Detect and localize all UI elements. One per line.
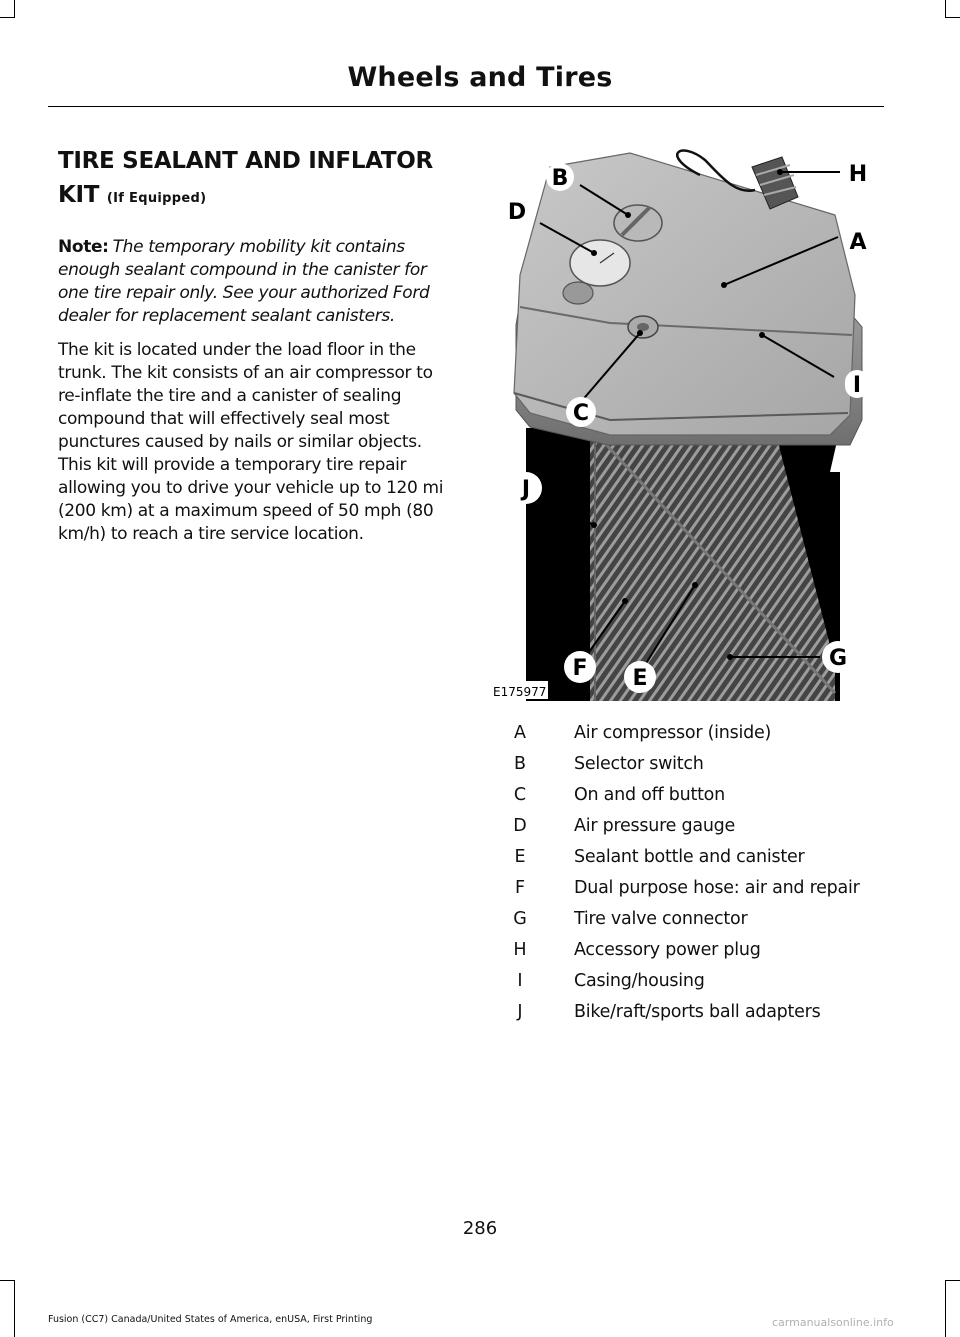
list-item [490, 909, 890, 940]
list-item [490, 723, 890, 754]
crop-mark-br-h [945, 1280, 960, 1281]
left-column [58, 144, 450, 546]
callout-j: J [521, 477, 531, 502]
crop-mark-bl-h [0, 1280, 15, 1281]
part-label: Air compressor (inside) [574, 723, 772, 743]
list-item [490, 785, 890, 816]
section-title [58, 144, 450, 216]
callout-i: I [852, 373, 862, 398]
part-key: F [514, 878, 526, 898]
list-item [490, 816, 890, 847]
footer-text: Fusion (CC7) Canada/United States of America, enUSA, First Printing [48, 1314, 373, 1325]
list-item [490, 1002, 890, 1033]
list-item [490, 847, 890, 878]
tire-kit-drawing [490, 145, 885, 705]
part-label: Sealant bottle and canister [574, 847, 805, 867]
callout-b: B [551, 166, 569, 191]
crop-mark-tl-h [0, 17, 15, 18]
list-item [490, 971, 890, 1002]
callout-d: D [507, 200, 527, 225]
crop-mark-tr-v [945, 0, 946, 18]
page-header-title: Wheels and Tires [347, 62, 613, 93]
parts-legend [490, 723, 890, 1033]
crop-mark-br-v [945, 1280, 946, 1337]
part-label: Casing/housing [574, 971, 705, 991]
part-label: Selector switch [574, 754, 704, 774]
note-text: The temporary mobility kit contains enough sealant compound in the canister for one tire repair only. See your authorized Ford dealer for replacement sealant canisters. [58, 237, 430, 326]
part-key: D [513, 816, 527, 836]
callout-g: G [828, 646, 848, 671]
part-label: Bike/raft/sports ball adapters [574, 1002, 821, 1022]
part-key: I [517, 971, 523, 991]
callout-h: H [848, 162, 868, 187]
part-label: Air pressure gauge [574, 816, 736, 836]
figure-id: E175977 [493, 685, 547, 699]
part-key: G [513, 909, 527, 929]
header-divider [48, 106, 884, 107]
part-key: E [514, 847, 526, 867]
part-key: B [513, 754, 526, 774]
callout-e: E [632, 666, 648, 691]
part-key: J [517, 1002, 523, 1022]
note-paragraph [58, 236, 450, 328]
watermark: carmanualsonline.info [772, 1316, 894, 1329]
section-title-tag: (If Equipped) [106, 191, 207, 206]
part-key: A [514, 723, 526, 743]
note-label: Note: [58, 237, 109, 257]
callout-c: C [572, 401, 590, 426]
callout-a: A [849, 230, 867, 255]
gauge-cap [563, 282, 593, 304]
part-label: Accessory power plug [574, 940, 761, 960]
body-paragraph: The kit is located under the load floor in the trunk. The kit consists of an air compressor to re-inflate the tire and a canister of sealing compound that will effectively seal most punctures caused by nails or similar objects. This kit will provide a temporary tire repair allowing you to drive your vehicle up to 120 mi (200 km) at a maximum speed of 50 mph (80 km/h) to reach a tire service location. [58, 340, 444, 544]
tire-kit-illustration [490, 145, 885, 705]
crop-mark-bl-v [14, 1280, 15, 1337]
crop-mark-tl-v [14, 0, 15, 18]
list-item [490, 878, 890, 909]
part-label: On and off button [574, 785, 725, 805]
part-key: C [513, 785, 527, 805]
part-label: Dual purpose hose: air and repair [574, 878, 860, 898]
callout-f: F [572, 656, 588, 681]
part-key: H [513, 940, 527, 960]
list-item [490, 754, 890, 785]
part-label: Tire valve connector [574, 909, 748, 929]
list-item [490, 940, 890, 971]
section-title-text: TIRE SEALANT AND INFLATOR KIT [58, 148, 433, 208]
crop-mark-tr-h [945, 17, 960, 18]
page-number: 286 [462, 1218, 498, 1239]
